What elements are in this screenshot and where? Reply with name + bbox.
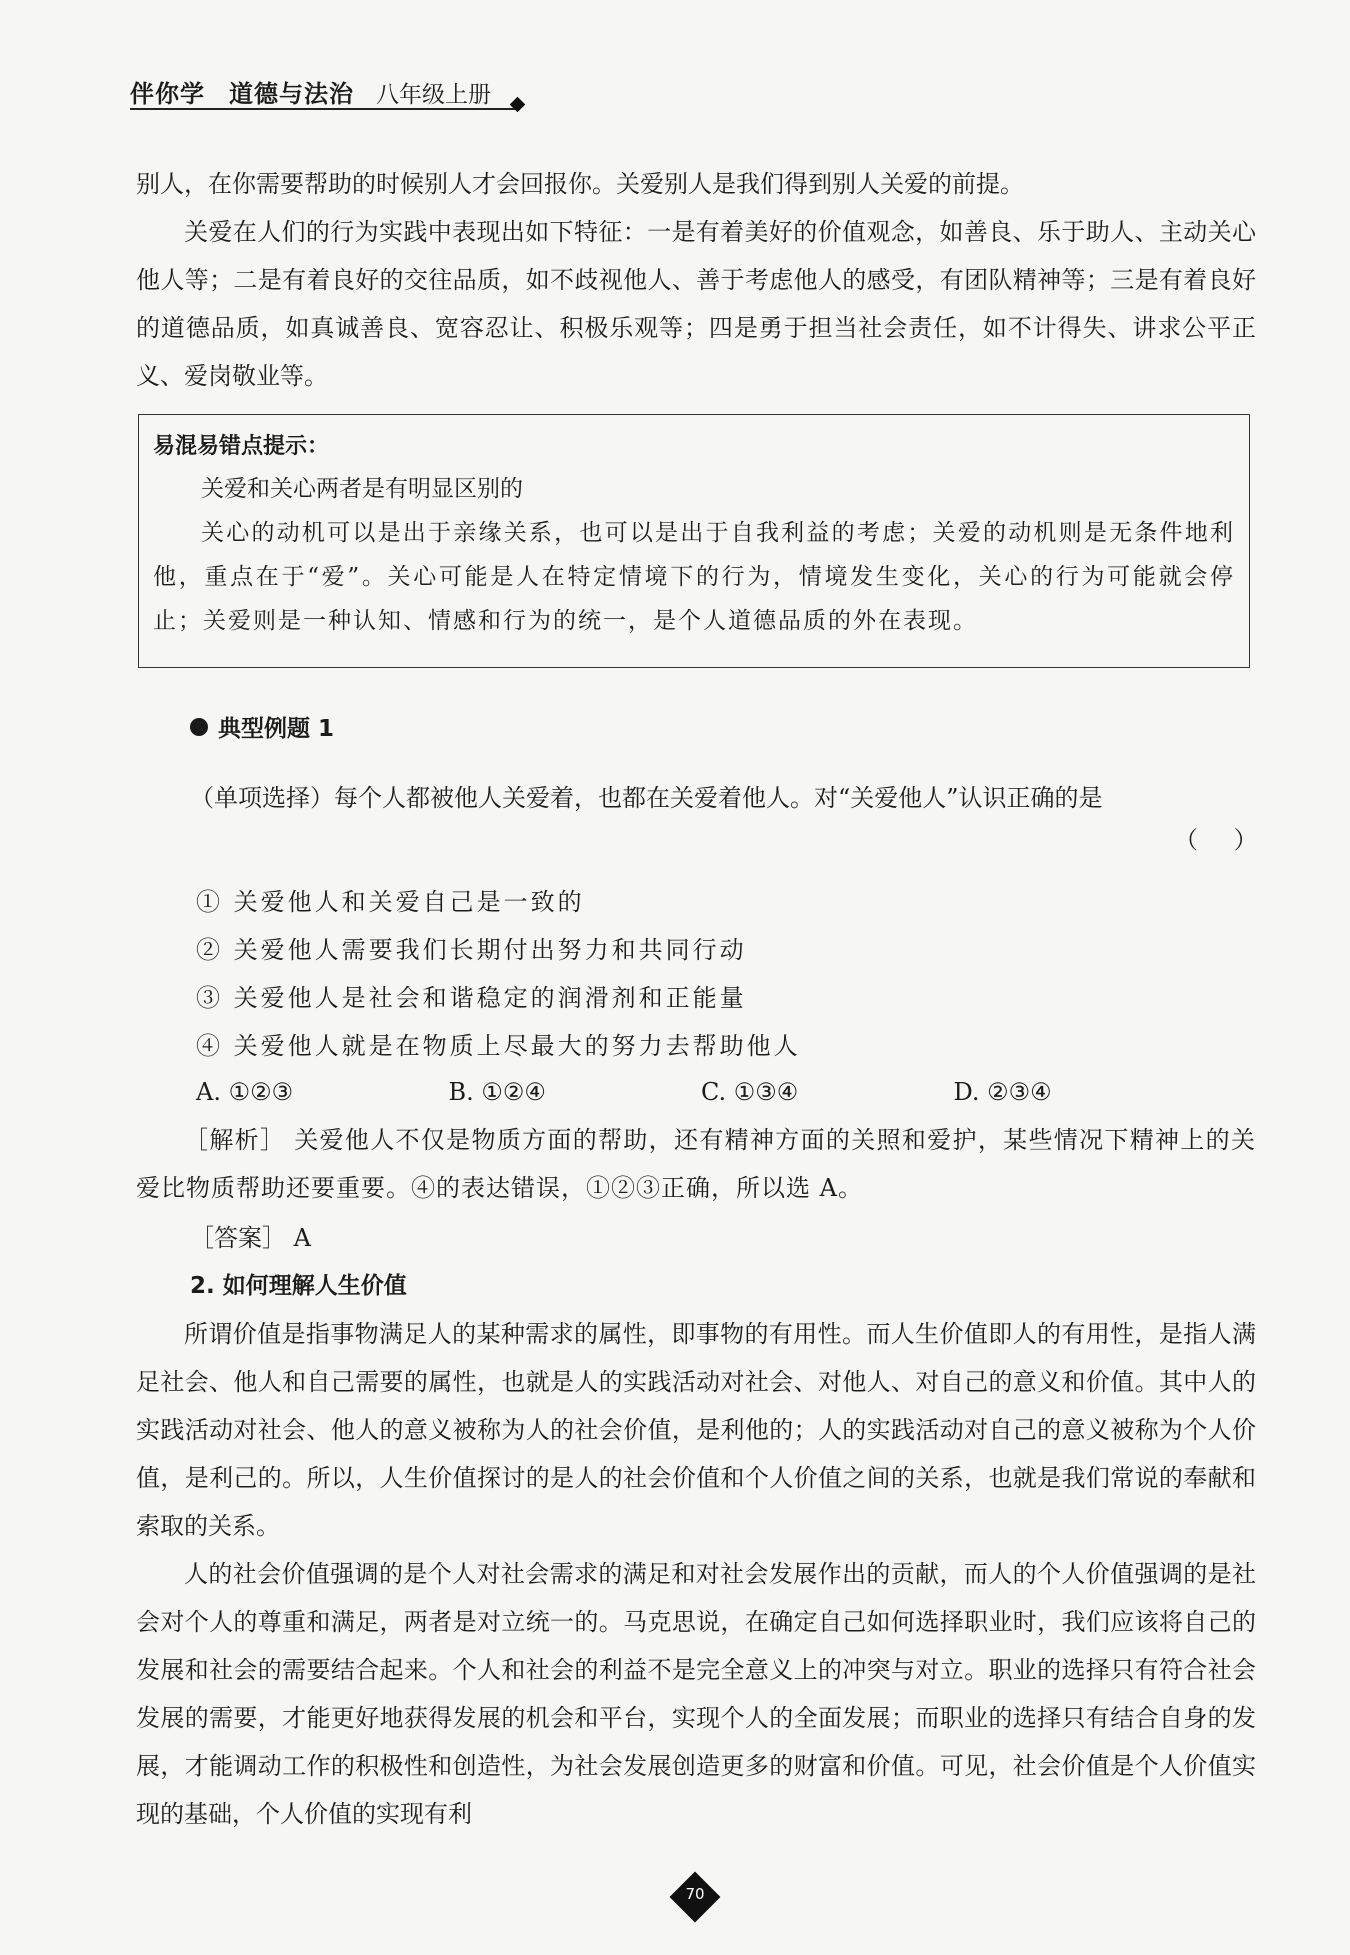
tip-title: 易混易错点提示： [153, 434, 330, 459]
answer-line [190, 1214, 311, 1262]
choice-row [196, 1068, 1206, 1116]
option-list [196, 878, 801, 1070]
analysis-paragraph [136, 1116, 1256, 1212]
grade-name: 八年级上册 [376, 82, 491, 108]
tip-subtitle: 关爱和关心两者是有明显区别的 [201, 476, 523, 502]
series-name: 伴你学 [130, 80, 205, 108]
subject-name: 道德与法治 [229, 80, 354, 108]
option-item: ② 关爱他人需要我们长期付出努力和共同行动 [196, 936, 747, 964]
answer-tag: ［答案］ [190, 1224, 286, 1252]
intro-section [136, 160, 1256, 400]
intro-paragraph-2: 关爱在人们的行为实践中表现出如下特征：一是有着美好的价值观念，如善良、乐于助人、主动关心他人等；二是有着良好的交往品质，如不歧视他人、善于考虑他人的感受，有团队精神等；三是有着良好的道德品质，如真诚善良、宽容忍让、积极乐观等；四是勇于担当社会责任，如不计得失、讲求公平正义、爱岗敬业等。 [136, 218, 1256, 390]
question-stem: （单项选择）每个人都被他人关爱着，也都在关爱着他人。对“关爱他人”认识正确的是 [190, 784, 1103, 812]
option-item: ① 关爱他人和关爱自己是一致的 [196, 888, 585, 916]
example-title: 典型例题 1 [218, 716, 335, 742]
analysis-text: 关爱他人不仅是物质方面的帮助，还有精神方面的关照和爱护，某些情况下精神上的关爱比物质帮助还要重要。④的表达错误，①②③正确，所以选 A。 [136, 1126, 1257, 1202]
header-rule [130, 108, 520, 110]
running-header [130, 74, 491, 109]
answer-bracket: （ ） [1174, 826, 1272, 854]
example-heading [190, 710, 334, 743]
section2-paragraph-2: 人的社会价值强调的是个人对社会需求的满足和对社会发展作出的贡献，而人的个人价值强调的是社会对个人的尊重和满足，两者是对立统一的。马克思说，在确定自己如何选择职业时，我们应该将自己的发展和社会的需要结合起来。个人和社会的利益不是完全意义上的冲突与对立。职业的选择只有符合社会发展的需要，才能更好地获得发展的机会和平台，实现个人的全面发展；而职业的选择只有结合自身的发展，才能调动工作的积极性和创造性，为社会发展创造更多的财富和价值。可见，社会价值是个人价值实现的基础，个人价值的实现有利 [136, 1560, 1256, 1828]
tip-body: 关心的动机可以是出于亲缘关系，也可以是出于自我利益的考虑；关爱的动机则是无条件地利他，重点在于“爱”。关心可能是人在特定情境下的行为，情境发生变化，关心的行为可能就会停止；关爱则是一种认知、情感和行为的统一，是个人道德品质的外在表现。 [153, 520, 1235, 634]
tip-box [138, 414, 1250, 668]
choice-c: C. ①③④ [701, 1078, 799, 1106]
choice-b: B. ①②④ [448, 1078, 546, 1106]
option-item: ③ 关爱他人是社会和谐稳定的润滑剂和正能量 [196, 984, 747, 1012]
option-item: ④ 关爱他人就是在物质上尽最大的努力去帮助他人 [196, 1032, 801, 1060]
intro-paragraph-1: 别人，在你需要帮助的时候别人才会回报你。关爱别人是我们得到别人关爱的前提。 [136, 170, 1024, 198]
analysis-block [136, 1116, 1256, 1212]
page-number-text: 70 [685, 1885, 705, 1903]
answer-value: A [293, 1224, 311, 1252]
page-number [670, 1872, 720, 1922]
section-title: 2. 如何理解人生价值 [190, 1273, 407, 1299]
analysis-tag: ［解析］ [184, 1126, 286, 1154]
bullet-icon [190, 718, 208, 736]
choice-a: A. ①②③ [196, 1078, 294, 1106]
section2-body [136, 1310, 1256, 1838]
choice-d: D. ②③④ [953, 1078, 1052, 1106]
section2-paragraph-1: 所谓价值是指事物满足人的某种需求的属性，即事物的有用性。而人生价值即人的有用性，是指人满足社会、他人和自己需要的属性，也就是人的实践活动对社会、对他人、对自己的意义和价值。其中人的实践活动对社会、他人的意义被称为人的社会价值，是利他的；人的实践活动对自己的意义被称为个人价值，是利己的。所以，人生价值探讨的是人的社会价值和个人价值之间的关系，也就是我们常说的奉献和索取的关系。 [136, 1320, 1256, 1540]
